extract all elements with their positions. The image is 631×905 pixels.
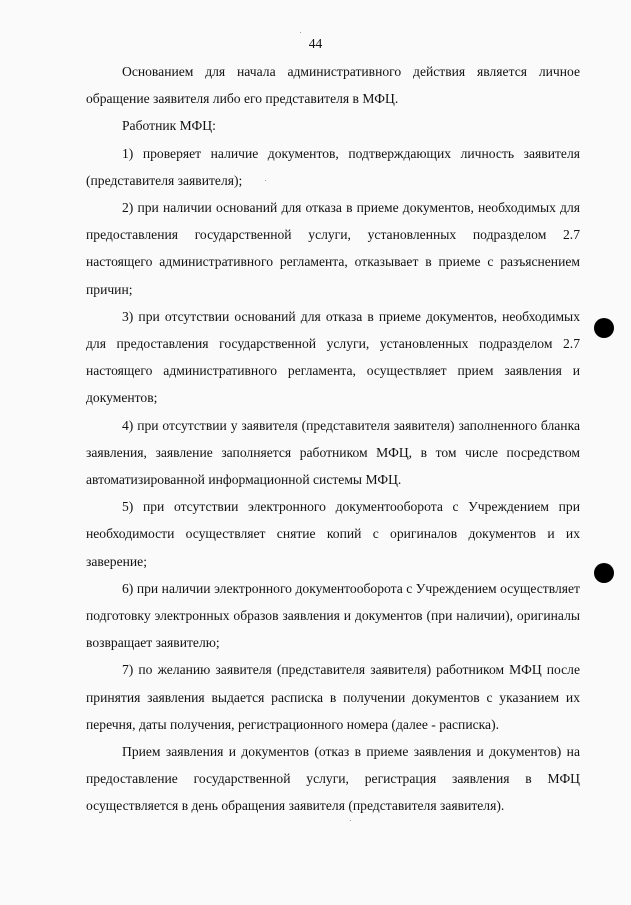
paragraph-item-4: 4) при отсутствии у заявителя (представителя заявителя) заполненного бланка заявления, заявление заполняется работником МФЦ, в том числе посредством автоматизированной информационной системы МФЦ. — [86, 417, 580, 488]
paragraph-item-7: 7) по желанию заявителя (представителя заявителя) работником МФЦ после принятия заявления выдается расписка в получении документов с указанием их перечня, даты получения, регистрационного номера (далее - расписка). — [86, 662, 580, 732]
scan-speck — [350, 820, 351, 821]
paragraph-item-1: 1) проверяет наличие документов, подтверждающих личность заявителя (представителя заявителя); — [86, 145, 580, 188]
paragraph-item-5: 5) при отсутствии электронного документооборота с Учреждением при необходимости осуществляет снятие копий с оригиналов документов и их заверение; — [86, 499, 580, 569]
scan-speck — [300, 32, 301, 33]
paragraph-item-3: 3) при отсутствии оснований для отказа в приеме документов, необходимых для предоставления государственной услуги, установленных подразделом 2.7 настоящего административного регламента, осуществляет прием заявления и документов; — [86, 308, 580, 406]
paragraph-item-6: 6) при наличии электронного документооборота с Учреждением осуществляет подготовку электронных образов заявления и документов (при наличии), оригиналы возвращает заявителю; — [86, 580, 580, 651]
scan-speck — [265, 180, 266, 181]
punch-hole-upper — [594, 318, 614, 338]
paragraph-worker: Работник МФЦ: — [122, 118, 216, 134]
paragraph-basis: Основанием для начала административного действия является личное обращение заявителя либо его представителя в МФЦ. — [86, 64, 580, 107]
document-body — [86, 58, 580, 820]
page-number: 44 — [308, 36, 323, 51]
paragraph-item-2: 2) при наличии оснований для отказа в приеме документов, необходимых для предоставления государственной услуги, установленных подразделом 2.7 настоящего административного регламента, отказывает в приеме с разъяснением причин; — [86, 200, 580, 297]
paragraph-reception: Прием заявления и документов (отказ в приеме заявления и документов) на предоставление государственной услуги, регистрация заявления в МФЦ осуществляется в день обращения заявителя (представителя заявителя). — [86, 744, 580, 814]
punch-hole-lower — [594, 563, 614, 583]
